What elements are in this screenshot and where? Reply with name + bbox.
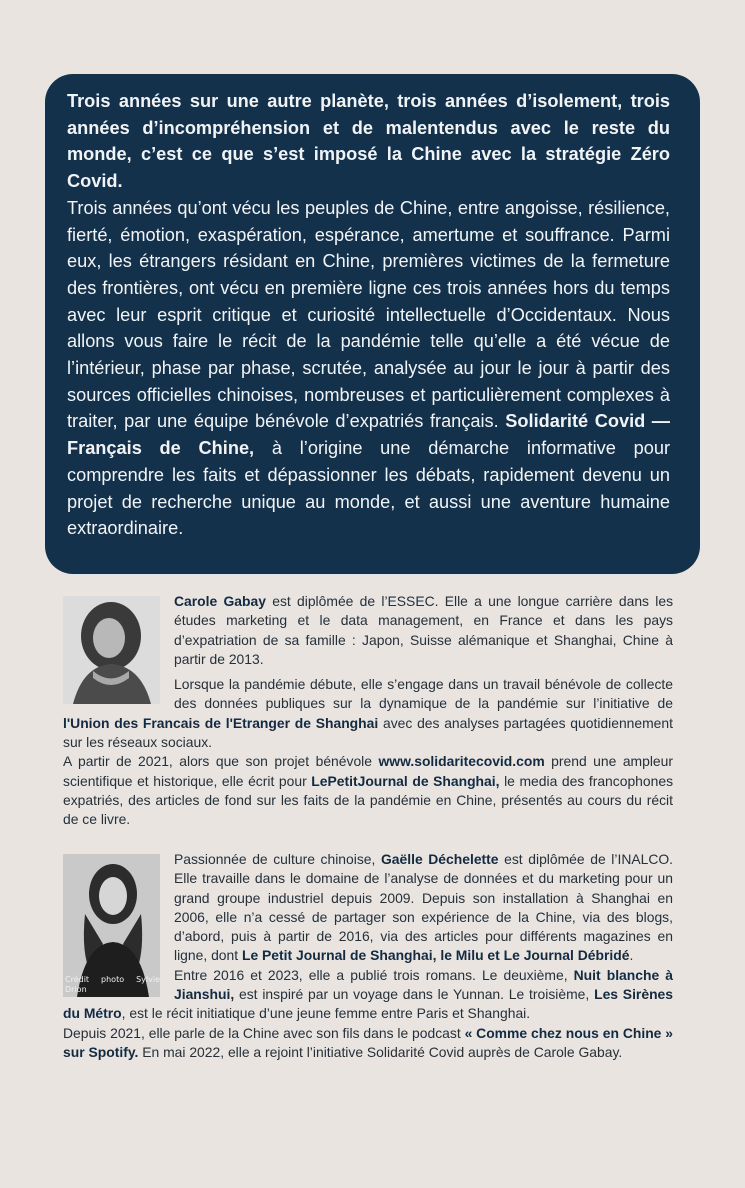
ufe-name: l'Union des Francais de l'Etranger de Shanghai	[63, 714, 379, 731]
author-photo-carole	[63, 596, 160, 704]
novel-title-3: Les Sirènes du Métro	[63, 986, 674, 1022]
author-name-gaelle: Gaëlle Déchelette	[380, 851, 499, 867]
media-name: LePetitJournal de Shanghai,	[311, 772, 500, 789]
author-bio-carole: Carole Gabay est diplômée de l’ESSEC. Elle a une longue carrière dans les études marketing et le data management, en France et dans les pays d’expatriation de sa famille : Japon, Suisse alémanique et Shanghai, Chine à partir de 2013. Lorsque la pandémie débute, elle s’engage dans un travail bénévole de collecte des données publiques sur la dynamique de la pandémie sur l’initiative de l'Union des Francais de l'Etranger de Shanghai avec des analyses partagées quotidiennement sur les réseaux sociaux. A partir de 2021, alors que son projet bénévole www.solidaritecovid.com prend une ampleur scientifique et historique, elle écrit pour LePetitJournal de Shanghai, le media des francophones expatriés, des articles de fond sur les faits de la pandémie en Chine, présentés au cours du récit de ce livre.	[63, 593, 674, 828]
podcast-name: « Comme chez nous en Chine » sur Spotify.	[63, 1024, 673, 1060]
novel-title-2: Nuit blanche à Jianshui,	[174, 966, 674, 1003]
website-link: www.solidaritecovid.com	[378, 753, 545, 770]
author-bio-gaelle: Crédit photo Sylvie Drion Passionnée de culture chinoise, Gaëlle Déchelette est diplômée de l’INALCO. Elle travaille dans le domaine de l’analyse de données et du marketing pour un grand groupe industriel depuis 2009. Depuis son installation à Shanghai en 2006, elle n’a cessé de partager son expérience de la Chine, via des blogs, d’abord, puis à partir de 2016, via des articles pour différents magazines en ligne, dont Le Petit Journal de Shanghai, le Milu et Le Journal Débridé. Entre 2016 et 2023, elle a publié trois romans. Le deuxième, Nuit blanche à Jianshui, est inspiré par un voyage dans le Yunnan. Le troisième, Les Sirènes du Métro, est le récit initiatique d’une jeune femme entre Paris et Shanghai. Depuis 2021, elle parle de la Chine avec son fils dans le podcast « Comme chez nous en Chine » sur Spotify. En mai 2022, elle a rejoint l’initiative Solidarité Covid auprès de Carole Gabay.	[63, 851, 674, 1060]
author-name-carole: Carole Gabay	[174, 593, 266, 609]
summary-body: Trois années qu’ont vécu les peuples de Chine, entre angoisse, résilience, fierté, émotion, exaspération, espérance, amertume et souffrance. Parmi eux, les étrangers résidant en Chine, premières victimes de la fermeture des frontières, ont vécu en première ligne ces trois années hors du temps avec leur esprit critique et curiosité intellectuelle d’Occidentaux. Nous allons vous faire le récit de la pandémie telle qu’elle a été vécue de l’intérieur, phase par phase, scrutée, analysée au jour le jour à partir des sources officielles chinoises, nombreuses et particulièrement complexes à traiter, par une équipe bénévole d’expatriés français. Solidarité Covid — Français de Chine, à l’origine une démarche informative pour comprendre les faits et dépassionner les débats, rapidement devenu un projet de recherche unique au monde, et aussi une aventure humaine extraordinaire.	[67, 197, 671, 539]
summary-intro: Trois années sur une autre planète, trois années d’isolement, trois années d’incompréhension et de malentendus avec le reste du monde, c’est ce que s’est imposé la Chine avec la stratégie Zéro Covid.	[67, 91, 670, 192]
summary-box	[45, 74, 700, 574]
magazine-names: Le Petit Journal de Shanghai, le Milu et Le Journal Débridé	[241, 947, 630, 964]
group-name: Solidarité Covid — Français de Chine,	[67, 411, 670, 459]
author-photo-gaelle	[63, 854, 160, 997]
photo-credit: Crédit photo Sylvie Drion	[65, 975, 160, 994]
